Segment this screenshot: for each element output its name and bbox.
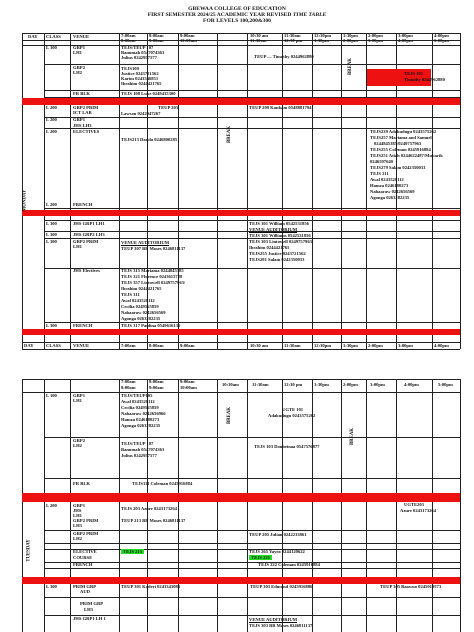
break-label: BREAK — [227, 125, 233, 144]
col-class: CLASS — [46, 343, 61, 348]
time-slot-2: 8:00am — [149, 33, 164, 38]
break-label-lunch: BREAK — [350, 427, 356, 446]
group-label: GRP2 PRIM — [73, 518, 99, 523]
venue-label: LH3 — [73, 523, 82, 528]
col-class: CLASS — [46, 34, 61, 39]
venue-label: LH2 — [73, 536, 82, 541]
venue-label: FR BLK — [73, 481, 90, 486]
group-label: GRP1 — [73, 117, 85, 122]
elective-entry: Ibrahim 0244421765 — [121, 286, 162, 291]
tutor-name: Julius 0242957577 — [121, 55, 157, 60]
time-slot-6: 12:30pm — [314, 33, 332, 38]
venue-label: LH1 — [73, 244, 82, 249]
time-slot-9: 3:00pm — [398, 343, 413, 348]
col-day: DAY — [28, 34, 38, 39]
elective-entry: TEJS279 Salam 0242350033 — [370, 165, 426, 170]
group-label: ELECTIVES — [73, 129, 100, 134]
time-slot-3: 9:00am — [180, 343, 195, 348]
time-slot-4-end: 11:30am — [250, 38, 267, 43]
elective-entry: TEJS251 Atiah 0244622487/Mubarik — [370, 153, 443, 158]
group-label: JHS — [73, 508, 82, 513]
day-label-monday: MONDAY — [22, 189, 28, 212]
elective-entry: Awal 0243520112 — [121, 298, 155, 303]
venue-label: AUD — [80, 589, 90, 594]
group-label: FRENCH — [73, 323, 93, 328]
course-code: TEUP 303 Edmund 0245916886 — [250, 584, 313, 589]
level-label: L 300 — [46, 221, 57, 226]
level-label: L 300 — [46, 323, 57, 328]
tutor-name: Ibrahim 0244421765 — [121, 81, 162, 86]
tutor-name: Karim 0243546851 — [121, 76, 159, 81]
venue-label: LH1 — [73, 398, 82, 403]
tutor-name: Ibrahim 0244421765 — [249, 245, 290, 250]
time-slot-3-end: 10:00am — [180, 38, 197, 43]
group-label: JHS GRP2 LH3 — [73, 232, 105, 237]
course-code: TEJS255 Justice 0243721562 — [249, 251, 306, 256]
group-label: JHS GRP1 LH 1 — [73, 616, 106, 621]
venue-heading: VENUE AUDITORIUM — [249, 227, 298, 232]
time-slot-7: 1:30pm — [343, 343, 358, 348]
elective-entry: Cecilia 0249565859 — [121, 304, 159, 309]
time-slot-1: 7:00am — [121, 33, 136, 38]
course-code: TEJS109 — [121, 66, 139, 71]
venue-label: LH1 — [73, 513, 82, 518]
group-label: PRIM GRP — [80, 601, 104, 606]
time-slot-6: 12:30 pm — [284, 382, 303, 387]
elective-entry: TEJS255 Coleman 0245916884 — [370, 147, 431, 152]
time-slot-1-end: 8:00am — [121, 385, 136, 390]
time-slot-3: 9:00am — [180, 379, 195, 384]
time-slot-8: 2:00pm — [368, 33, 383, 38]
tutor-name: Cecilia 0249565859 — [121, 405, 159, 410]
course-code: TEUP — Timothy 0244962880 — [254, 54, 314, 59]
course-code: TEUP 307 BB Moses 0246811137 — [121, 246, 186, 251]
time-slot-7-end: 2:00pm — [343, 38, 358, 43]
course-code: TEUP 209 Kankam 0548881794 — [249, 105, 312, 110]
elective-entry: TEJS 211 — [370, 171, 389, 176]
venue-label: LH2 — [73, 70, 82, 75]
separator-bar — [22, 577, 460, 584]
course-code: TEJS 303 BB Moses 0246811137 — [249, 623, 313, 628]
group-label: FRENCH — [73, 562, 93, 567]
time-slot-4: 10:30 am — [250, 343, 268, 348]
course-code: TEJS 103 Donbeinaa 0547576877 — [254, 444, 320, 449]
time-slot-2: 8:00am — [149, 379, 164, 384]
course-code: TEUP 213 BB Moses 0246811137 — [121, 518, 186, 523]
group-label: PRIM GRP — [73, 584, 97, 589]
elective-entry: TEJS 357 Lintowell 0249757963/ — [121, 280, 186, 285]
tutor-name: Adakudugu 0243575262 — [268, 413, 316, 418]
elective-entry: Nabaaraw 0242656569 — [370, 189, 415, 194]
course-code: TEJS 301 Williams 0542531856 — [249, 233, 311, 238]
tutor-name: Hamza 0246180273 — [121, 417, 160, 422]
elective-entry: 0244845385/0249757963 — [374, 141, 422, 146]
group-label: GRP2 PRIM — [73, 531, 99, 536]
course-code: UGTE203 — [404, 502, 424, 507]
separator-bar — [22, 329, 460, 335]
course-code: TEJS 222 Coleman 0245916884 — [258, 562, 320, 567]
elective-entry: TEJS239 Adakudugu 0243575262 — [370, 129, 437, 134]
semester-text: FIRST SEMESTER 2024/25 ACADEMIC YEAR REVISED — [147, 12, 293, 18]
level-label: L 200 — [46, 503, 57, 508]
elective-entry: Hamza 0246180273 — [370, 183, 409, 188]
tutor-name: Justice 0243721562 — [121, 71, 159, 76]
elective-entry: 0246597640 — [370, 159, 393, 164]
time-slot-4: 10:30am — [222, 382, 239, 387]
tutor-name: Banumah 0547074363 — [121, 50, 165, 55]
course-code: TEJS 203 Azure 0243173264 — [121, 506, 177, 511]
group-label: GRP1 — [73, 45, 85, 50]
course-code: TEJS 301 William 0542531856 — [249, 221, 309, 226]
tutor-name: Agonga 0263282235 — [121, 423, 161, 428]
course-code: TEUP 305 Baawuo 0245019573 — [380, 584, 442, 589]
venue-heading: VENUE AUDITORIUM — [249, 617, 298, 622]
time-slot-1: 7:00am — [121, 379, 136, 384]
tutor-name: Awal 0243520112 — [121, 399, 155, 404]
elective-entry: TEJS257 Mariama and Samuel — [370, 135, 432, 140]
group-label: GRP1 — [73, 503, 85, 508]
course-code: TEJS/TEUP 107 — [121, 441, 154, 446]
level-label: L 100 — [46, 393, 57, 398]
course-code: TEUP 301 Kaderi 0243343083 — [121, 584, 181, 589]
group-label: GRP2 — [73, 65, 85, 70]
course-code: TEJS213 Danda 0246800285 — [121, 137, 178, 142]
tutor-name: Banumah 0547074363 — [121, 447, 165, 452]
time-slot-8: 2:00pm — [343, 382, 358, 387]
tutor-name: Julius 0242957577 — [121, 453, 157, 458]
time-slot-9: 3:00pm — [398, 33, 413, 38]
tutor-name: Timothy 0244962880 — [404, 77, 445, 82]
group-label: COURSE — [73, 555, 93, 560]
break-label: BREAK — [227, 406, 233, 425]
break-label-lunch: BREAK — [348, 57, 354, 76]
course-code: TEUP 203 — [158, 105, 179, 110]
course-code: TEUP 205 Julian 0242233861 — [249, 532, 307, 537]
course-code: TEJS 101 — [404, 71, 424, 76]
time-slot-9-end: 4:00pm — [398, 38, 413, 43]
group-label: JHS Electives — [73, 268, 100, 273]
highlighted-course: TEJS 215 — [123, 549, 143, 554]
separator-bar — [22, 210, 460, 216]
group-label: GRP1 — [73, 393, 85, 398]
time-slot-6: 12:30pm — [314, 343, 332, 348]
time-slot-9: 3:00pm — [370, 382, 385, 387]
elective-entry: Awal 0243520112 — [370, 177, 404, 182]
time-slot-1: 7:00am — [121, 343, 136, 348]
college-title: GBEWAA COLLEGE OF EDUCATION — [188, 6, 286, 12]
time-slot-7: 1:30pm — [343, 33, 358, 38]
time-slot-3: 9:00am — [180, 33, 195, 38]
venue-label: LH2 — [73, 443, 82, 448]
group-label: GRP2 PRIM — [73, 239, 99, 244]
group-label: GRP2 PRIM — [73, 105, 99, 110]
level-label: L 100 — [46, 45, 57, 50]
course-code: TEJS 108 Luke 0249435300 — [121, 91, 176, 96]
elective-entry: TEJS 315 Mariama 0244845385 — [121, 268, 184, 273]
elective-entry: Agonga 0263282235 — [121, 316, 161, 321]
group-label: FRENCH — [73, 202, 93, 207]
group-label: GRP2 — [73, 438, 85, 443]
course-code: UGTE 101 — [282, 407, 304, 412]
group-label: JHS GRP1 LH1 — [73, 221, 105, 226]
semester-emphasis: TIME TABLE — [292, 12, 327, 18]
venue-label: JHS LH3 — [73, 123, 92, 128]
elective-entry: TEJS 321 Florence 0243615728 — [121, 274, 183, 279]
time-slot-4: 10:30 am — [250, 33, 268, 38]
level-label: L 200 — [46, 117, 57, 122]
course-code: TEJS 317 Paulina 0549616135 — [121, 323, 181, 328]
elective-entry: Agonga 0263282235 — [370, 195, 410, 200]
day-label-tuesday: TUESDAY — [26, 539, 32, 562]
time-slot-8: 2:00pm — [368, 343, 383, 348]
col-venue: VENUE — [73, 34, 90, 39]
time-slot-6-end: 1:30pm — [314, 38, 329, 43]
time-slot-5-end: 12:30 pm — [284, 38, 303, 43]
elective-entry: Nabaaraw 0242656569 — [121, 310, 166, 315]
time-slot-5: 11:30am — [284, 33, 301, 38]
level-label: L 200 — [46, 129, 57, 134]
level-label: L 300 — [46, 584, 57, 589]
venue-label: LH3 — [84, 607, 93, 612]
highlighted-course: TEJS 221 — [251, 555, 271, 560]
venue-label: ICT LAB — [73, 110, 92, 115]
time-slot-1-end: 8:00am — [121, 38, 136, 43]
time-slot-5: 11:30am — [252, 382, 269, 387]
time-slot-11: 5:00pm — [438, 382, 453, 387]
time-slot-10-end: 5:00pm — [434, 38, 449, 43]
level-label: L 300 — [46, 232, 57, 237]
time-slot-8-end: 3:00pm — [368, 38, 383, 43]
time-slot-10: 4:00pm — [404, 382, 419, 387]
level-label: L 200 — [46, 202, 57, 207]
time-slot-10: 4:00pm — [434, 33, 449, 38]
time-slot-3-end: 10:00am — [180, 385, 197, 390]
course-code: TEJS 265 Yayra 0244120622 — [249, 549, 305, 554]
col-venue: VENUE — [73, 343, 90, 348]
venue-heading: VENUE AUDITORIUM — [121, 240, 170, 245]
tutor-name: Azure 0243173264 — [400, 508, 437, 513]
time-slot-2-end: 9:00am — [149, 38, 164, 43]
tutor-name: Lawson 0242947267 — [121, 111, 161, 116]
course-code: TEJS111 Coleman 0245916884 — [132, 481, 193, 486]
time-slot-2-end: 9:00am — [149, 385, 164, 390]
course-code: TEJS 303 Lintowell 0249757963/ — [249, 239, 314, 244]
levels-title: FOR LEVELS 100,200&300 — [203, 18, 271, 24]
course-code: TEJS/TEUP 107 — [121, 45, 154, 50]
elective-entry: TEJS 311 — [121, 292, 140, 297]
level-label: L 300 — [46, 239, 57, 244]
time-slot-5: 11:30am — [284, 343, 301, 348]
time-slot-10: 4:00pm — [434, 343, 449, 348]
course-code: TEJS281 Salam 0242350033 — [249, 257, 305, 262]
venue-label: LH1 — [73, 50, 82, 55]
course-code: TEJS/TEUP105 — [121, 393, 153, 398]
tutor-name: Nabaaraw 0242656966 — [121, 411, 166, 416]
col-day: DAY — [24, 343, 34, 348]
group-label: ELECTIVE — [73, 549, 97, 554]
level-label: L 200 — [46, 105, 57, 110]
separator-bar — [22, 493, 460, 502]
time-slot-7: 1:30pm — [314, 382, 329, 387]
separator-bar — [22, 98, 460, 105]
time-slot-2: 8:00am — [149, 343, 164, 348]
venue-label: FR BLK — [73, 91, 90, 96]
